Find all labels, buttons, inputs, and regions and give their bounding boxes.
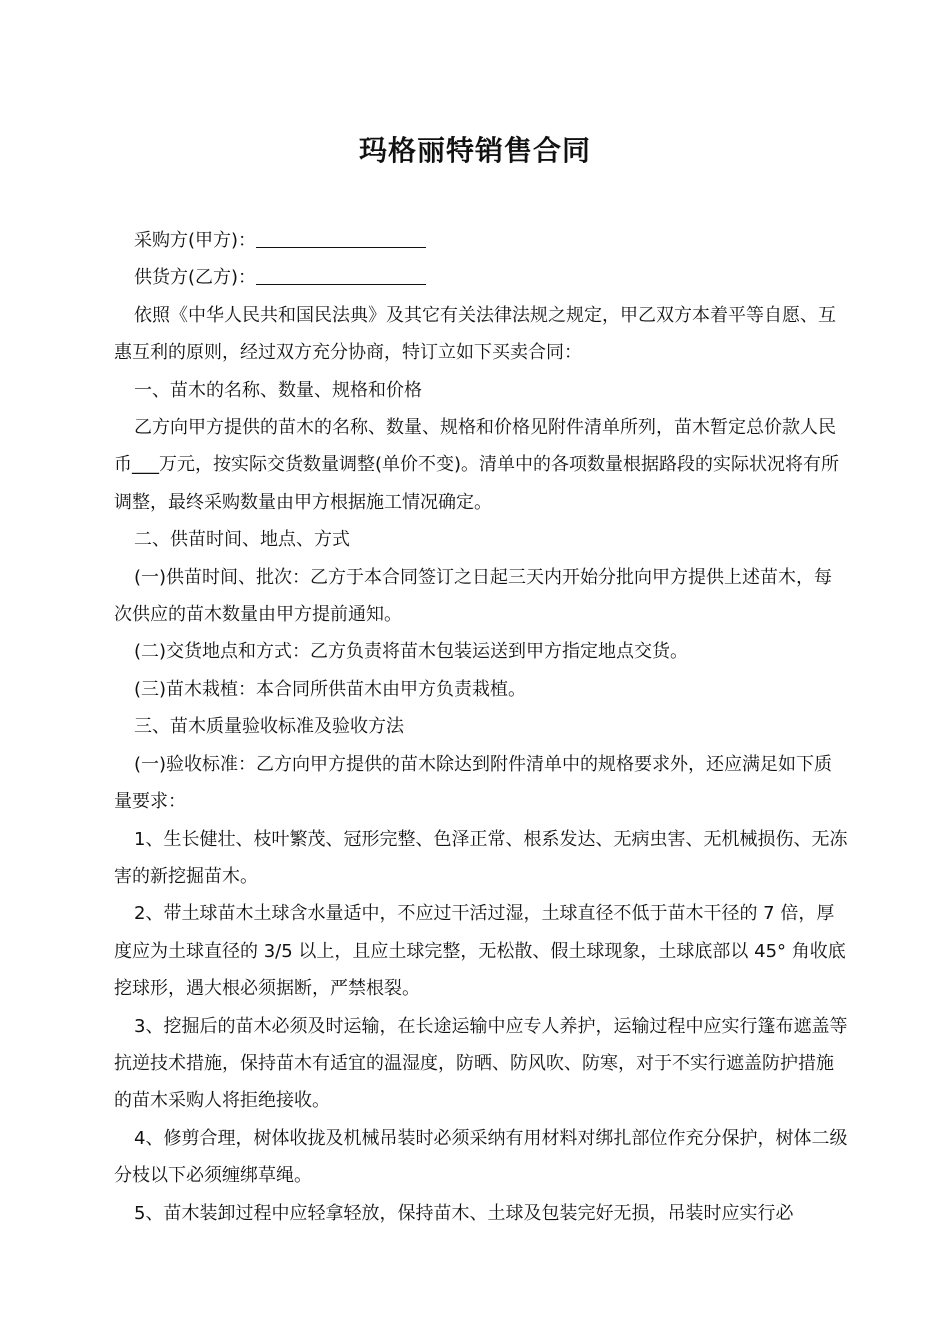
document-title: 玛格丽特销售合同 <box>358 134 591 167</box>
clause-2-1: (一)供苗时间、批次：乙方于本合同签订之日起三天内开始分批向甲方提供上述苗木，每次供应的苗木数量由甲方提前通知。 <box>114 566 833 626</box>
requirement-3: 3、挖掘后的苗木必须及时运输，在长途运输中应专人养护，运输过程中应实行篷布遮盖等抗逆技术措施，保持苗木有适宜的温湿度，防晒、防风吹、防寒，对于不实行遮盖防护措施的苗木采购人将拒绝接收。 <box>114 1015 848 1112</box>
buyer-blank <box>256 227 426 248</box>
seller-label: 供货方(乙方)： <box>134 267 257 289</box>
clause-2-2: (二)交货地点和方式：乙方负责将苗木包装运送到甲方指定地点交货。 <box>134 641 689 663</box>
requirement-5: 5、苗木装卸过程中应轻拿轻放，保持苗木、土球及包装完好无损，吊装时应实行必 <box>134 1202 794 1224</box>
section-heading-3: 三、苗木质量验收标准及验收方法 <box>134 716 404 738</box>
seller-line <box>114 259 850 296</box>
requirement-1: 1、生长健壮、枝叶繁茂、冠形完整、色泽正常、根系发达、无病虫害、无机械损伤、无冻害的新挖掘苗木。 <box>114 828 848 887</box>
document-body <box>114 222 850 1232</box>
requirement-2: 2、带土球苗木土球含水量适中，不应过干活过湿，土球直径不低于苗木干径的 7 倍，厚度应为土球直径的 3/5 以上，且应土球完整，无松散、假土球现象，土球底部以 45° 角收底挖球形，遇大根必须据断，严禁根裂。 <box>114 903 846 1000</box>
requirement-4: 4、修剪合理，树体收拢及机械吊装时必须采纳有用材料对绑扎部位作充分保护，树体二级分枝以下必须缠绑草绳。 <box>114 1127 848 1187</box>
clause-3-1: (一)验收标准：乙方向甲方提供的苗木除达到附件清单中的规格要求外，还应满足如下质量要求： <box>114 753 833 813</box>
clause-2-3: (三)苗木栽植：本合同所供苗木由甲方负责栽植。 <box>134 678 527 700</box>
paragraph-section-1: 乙方向甲方提供的苗木的名称、数量、规格和价格见附件清单所列，苗木暂定总价款人民币___万元，按实际交货数量调整(单价不变)。清单中的各项数量根据路段的实际状况将有所调整，最终采购数量由甲方根据施工情况确定。 <box>114 417 840 513</box>
buyer-line <box>114 222 850 259</box>
buyer-label: 采购方(甲方)： <box>134 230 257 251</box>
paragraph-preamble: 依照《中华人民共和国民法典》及其它有关法律法规之规定，甲乙双方本着平等自愿、互惠互利的原则，经过双方充分协商，特订立如下买卖合同： <box>114 304 836 364</box>
seller-blank <box>256 264 426 285</box>
section-heading-2: 二、供苗时间、地点、方式 <box>134 529 350 551</box>
section-heading-1: 一、苗木的名称、数量、规格和价格 <box>134 379 422 401</box>
